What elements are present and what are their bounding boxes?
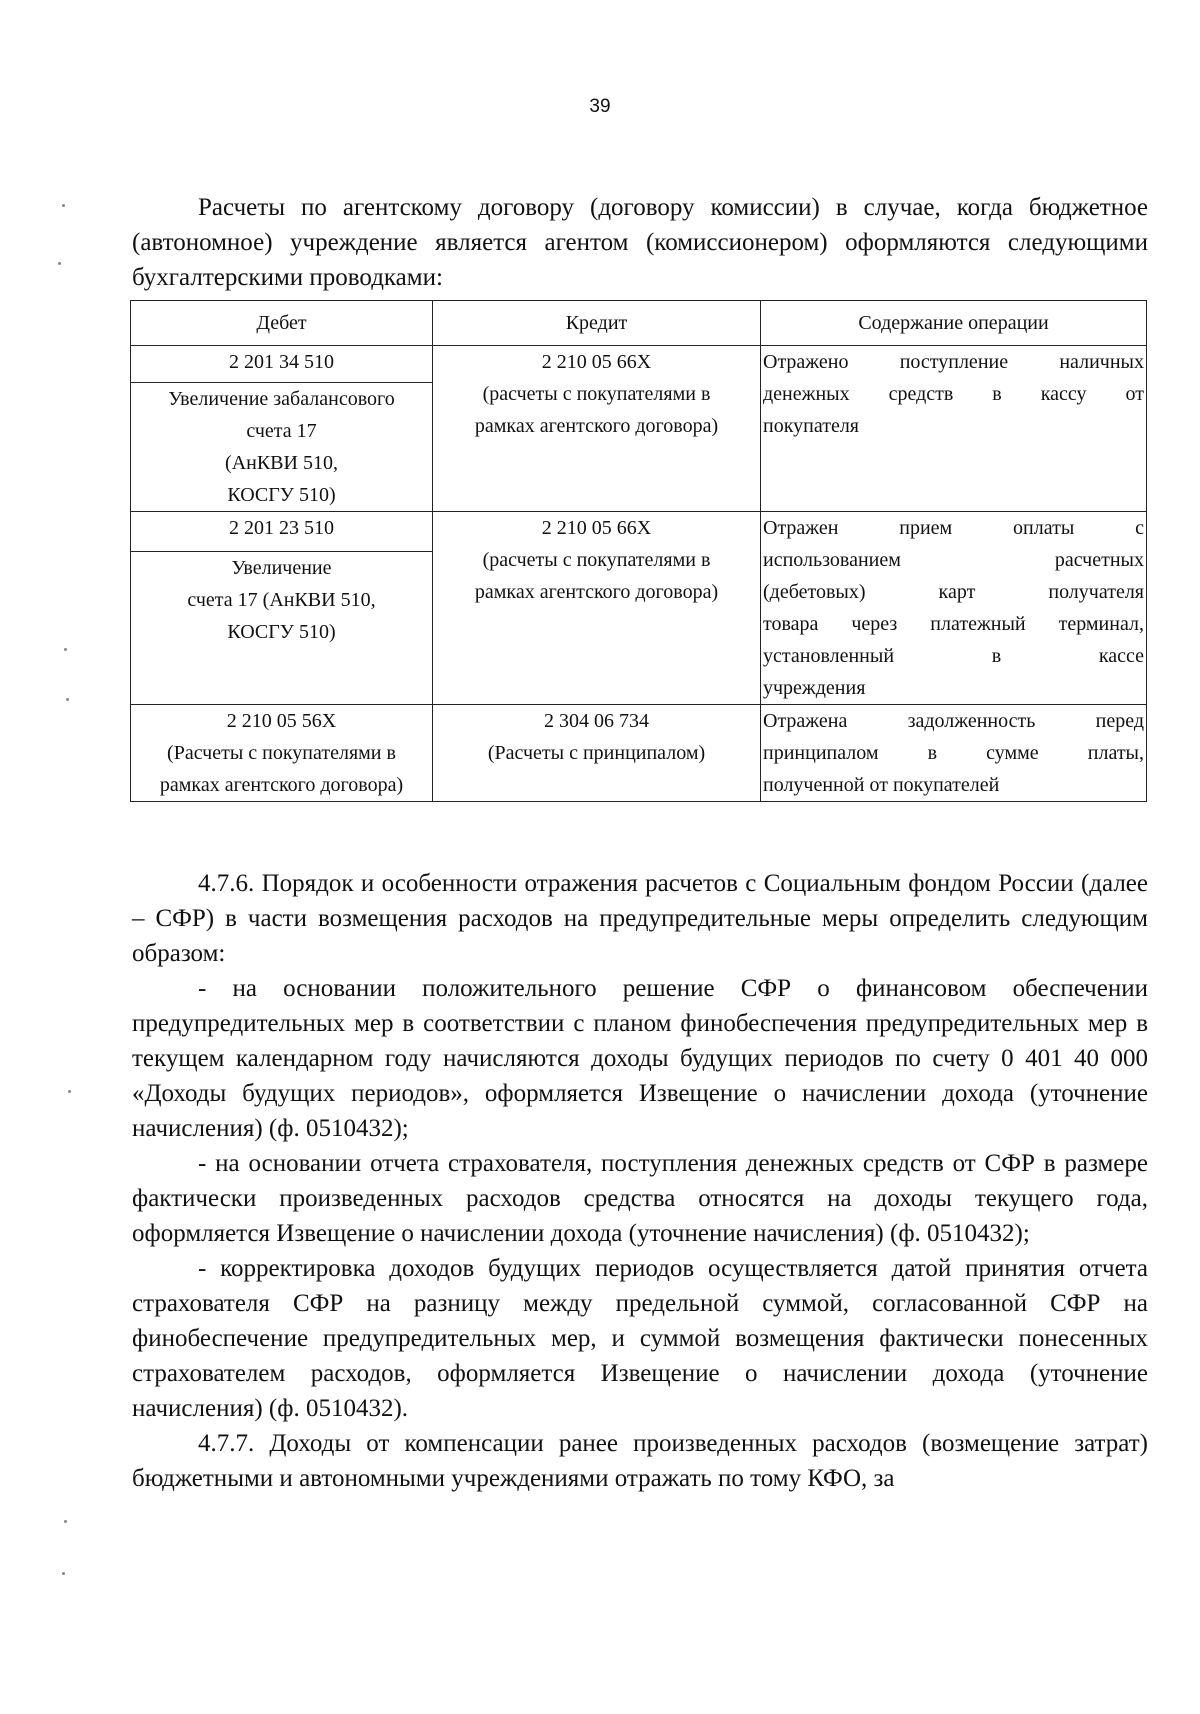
paragraph-4-7-6: 4.7.6. Порядок и особенности отражения расчетов с Социальным фондом России (далее – СФР) в части возмещения расходов на предупредительные меры определить следующим образом: — [132, 870, 1148, 967]
credit-note-line: (расчеты с покупателями в — [482, 383, 711, 405]
paragraph-4-7-7: 4.7.7. Доходы от компенсации ранее произведенных расходов (возмещение затрат) бюджетными и автономными учреждениями отражать по тому КФО, за — [132, 1430, 1148, 1492]
credit-cell — [433, 705, 761, 802]
content-line: Отражено поступление наличных — [763, 351, 1144, 373]
content-line: Отражена задолженность перед — [763, 710, 1144, 732]
debit-note-line: Увеличение забалансового — [168, 388, 395, 410]
scan-speck — [64, 648, 67, 651]
credit-cell — [433, 512, 761, 705]
debit-account: 2 210 05 56Х — [226, 710, 337, 732]
debit-note-line: КОСГУ 510) — [227, 484, 336, 506]
debit-note-line: КОСГУ 510) — [227, 621, 336, 644]
content-line: полученной от покупателей — [763, 774, 1000, 796]
debit-cell — [131, 705, 433, 802]
credit-note-line: рамках агентского договора) — [474, 581, 719, 603]
credit-cell — [433, 346, 761, 512]
debit-account-cell: 2 201 23 510 — [131, 512, 433, 552]
debit-note-cell — [131, 552, 433, 705]
content-cell — [761, 705, 1147, 802]
content-line: покупателя — [763, 415, 859, 437]
debit-account-cell: 2 201 34 510 — [131, 346, 433, 383]
scan-speck — [62, 204, 65, 207]
debit-note-line: (АнКВИ 510, — [225, 452, 338, 474]
credit-note-line: (расчеты с покупателями в — [482, 549, 711, 571]
credit-account: 2 210 05 66Х — [541, 351, 652, 373]
content-line: учреждения — [763, 677, 866, 699]
paragraph-bullet-1: - на основании положительного решение СФР о финансовом обеспечении предупредительных мер в соответствии с планом финобеспечения предупредительных мер в текущем календарном году начисляются доходы будущих периодов по счету 0 401 40 000 «Доходы будущих периодов», оформляется Извещение о начислении дохода (уточнение начисления) (ф. 0510432); — [132, 975, 1148, 1142]
intro-text — [132, 190, 1148, 295]
scan-speck — [68, 1090, 71, 1093]
body-text — [132, 866, 1148, 1496]
debit-note-line: счета 17 — [246, 420, 317, 442]
page-number: 39 — [589, 96, 611, 117]
header-debit: Дебет — [131, 301, 433, 346]
scan-speck — [62, 1572, 65, 1575]
header-credit: Кредит — [433, 301, 761, 346]
content-line: Отражен прием оплаты с — [763, 517, 1144, 539]
content-line: (дебетовых) карт получателя — [763, 581, 1144, 603]
debit-note-line: Увеличение — [231, 557, 332, 580]
table-row — [131, 346, 1147, 383]
content-line: использованием расчетных — [763, 549, 1144, 571]
scan-speck — [58, 262, 61, 265]
table-row — [131, 705, 1147, 802]
content-cell — [761, 346, 1147, 512]
debit-note-line: (Расчеты с покупателями в — [167, 742, 396, 764]
debit-note-line: счета 17 (АнКВИ 510, — [187, 589, 376, 612]
content-cell — [761, 512, 1147, 705]
credit-note-line: рамках агентского договора) — [474, 415, 719, 437]
content-line: принципалом в сумме платы, — [763, 742, 1144, 764]
debit-note-cell — [131, 383, 433, 512]
credit-account: 2 304 06 734 — [544, 710, 649, 732]
content-line: установленный в кассе — [763, 645, 1144, 667]
credit-account: 2 210 05 66Х — [541, 517, 652, 539]
table-row — [131, 512, 1147, 552]
table-header-row — [131, 301, 1147, 346]
debit-note-line: рамках агентского договора) — [159, 774, 404, 796]
content-line: товара через платежный терминал, — [763, 613, 1144, 635]
accounting-entries-table — [130, 300, 1147, 802]
intro-paragraph: Расчеты по агентскому договору (договору комиссии) в случае, когда бюджетное (автономное) учреждение является агентом (комиссионером) оформляются следующими бухгалтерскими проводками: — [132, 194, 1148, 291]
content-line: денежных средств в кассу от — [763, 383, 1144, 405]
scan-speck — [66, 698, 69, 701]
paragraph-bullet-2: - на основании отчета страхователя, поступления денежных средств от СФР в размере фактически произведенных расходов средства относятся на доходы текущего года, оформляется Извещение о начислении дохода (уточнение начисления) (ф. 0510432); — [132, 1150, 1148, 1247]
header-content: Содержание операции — [761, 301, 1147, 346]
scan-speck — [64, 1520, 67, 1523]
paragraph-bullet-3: - корректировка доходов будущих периодов осуществляется датой принятия отчета страхователя СФР на разницу между предельной суммой, согласованной СФР на финобеспечение предупредительных мер, и суммой возмещения фактически понесенных страхователем расходов, оформляется Извещение о начислении дохода (уточнение начисления) (ф. 0510432). — [132, 1255, 1148, 1422]
credit-note-line: (Расчеты с принципалом) — [487, 742, 706, 764]
